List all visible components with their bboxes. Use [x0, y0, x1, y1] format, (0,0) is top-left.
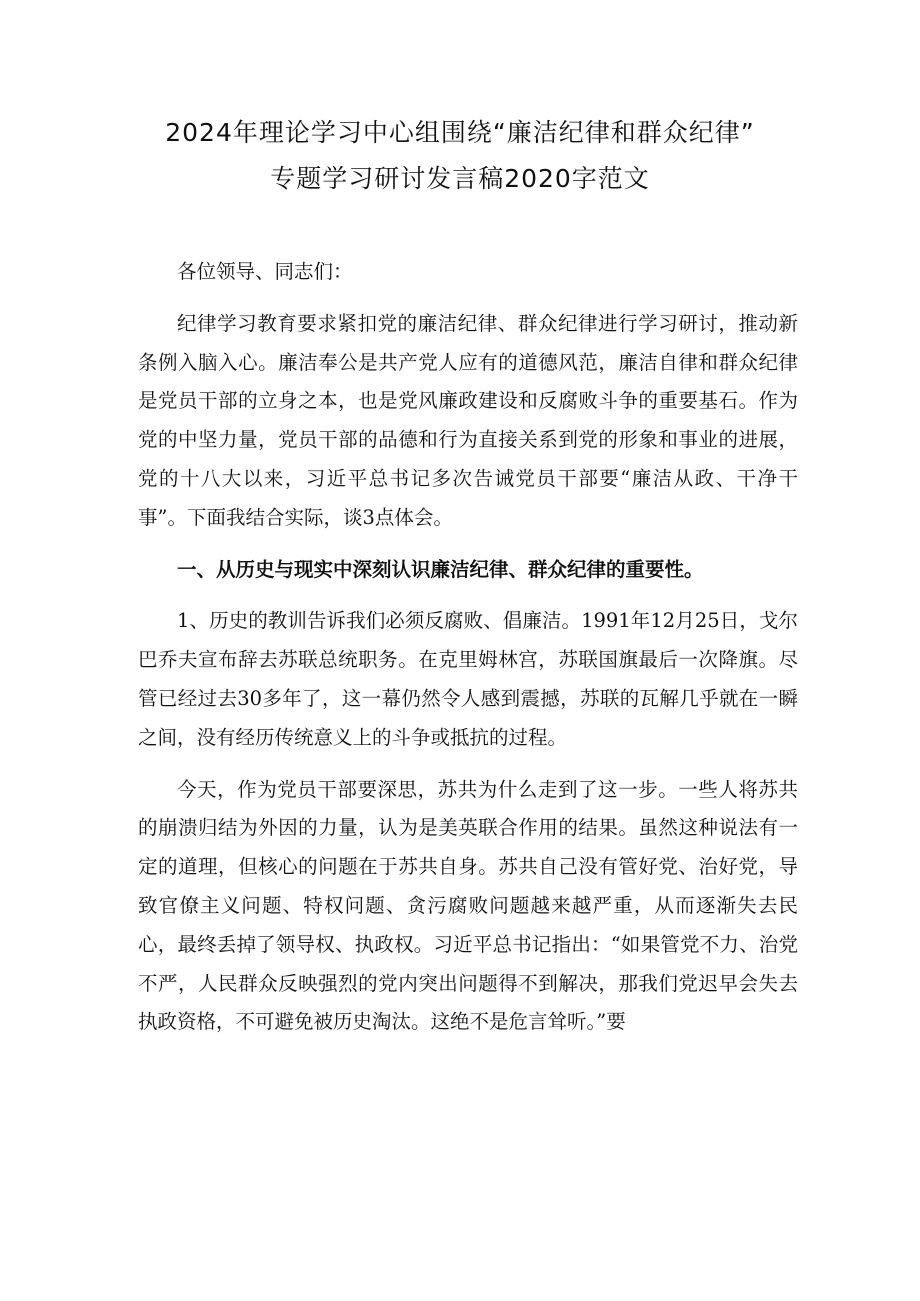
- greeting: 各位领导、同志们：: [177, 260, 353, 283]
- paragraph-intro: 纪律学习教育要求紧扣党的廉洁纪律、群众纪律进行学习研讨，推动新条例入脑入心。廉洁奉公是共产党人应有的道德风范，廉洁自律和群众纪律是党员干部的立身之本，也是党风廉政建设和反腐败斗争的重要基石。作为党的中坚力量，党员干部的品德和行为直接关系到党的形象和事业的进展，党的十八大以来，习近平总书记多次告诫党员干部要“廉洁从政、干净干事”。下面我结合实际，谈3点体会。: [138, 311, 798, 529]
- title-line-2: 专题学习研讨发言稿2020字范文: [270, 164, 650, 193]
- paragraph-history: 1、历史的教训告诉我们必须反腐败、倡廉洁。1991年12月25日，戈尔巴乔夫宣布辞去苏联总统职务。在克里姆林宫，苏联国旗最后一次降旗。尽管已经过去30多年了，这一幕仍然令人感到震撼，苏联的瓦解几乎就在一瞬之间，没有经历传统意义上的斗争或抵抗的过程。: [138, 609, 798, 749]
- document-title: [100, 110, 820, 202]
- section-heading-1: 一、从历史与现实中深刻认识廉洁纪律、群众纪律的重要性。: [177, 557, 704, 581]
- title-line-1: 2024年理论学习中心组围绕“廉洁纪律和群众纪律”: [165, 118, 755, 147]
- document-body: [138, 253, 798, 1042]
- paragraph-reflection: 今天，作为党员干部要深思，苏共为什么走到了这一步。一些人将苏共的崩溃归结为外因的力量，认为是美英联合作用的结果。虽然这种说法有一定的道理，但核心的问题在于苏共自身。苏共自己没有管好党、治好党，导致官僚主义问题、特权问题、贪污腐败问题越来越严重，从而逐渐失去民心，最终丢掉了领导权、执政权。习近平总书记指出：“如果管党不力、治党不严，人民群众反映强烈的党内突出问题得不到解决，那我们党迟早会失去执政资格，不可避免被历史淘汰。这绝不是危言耸听。”要: [138, 777, 798, 1034]
